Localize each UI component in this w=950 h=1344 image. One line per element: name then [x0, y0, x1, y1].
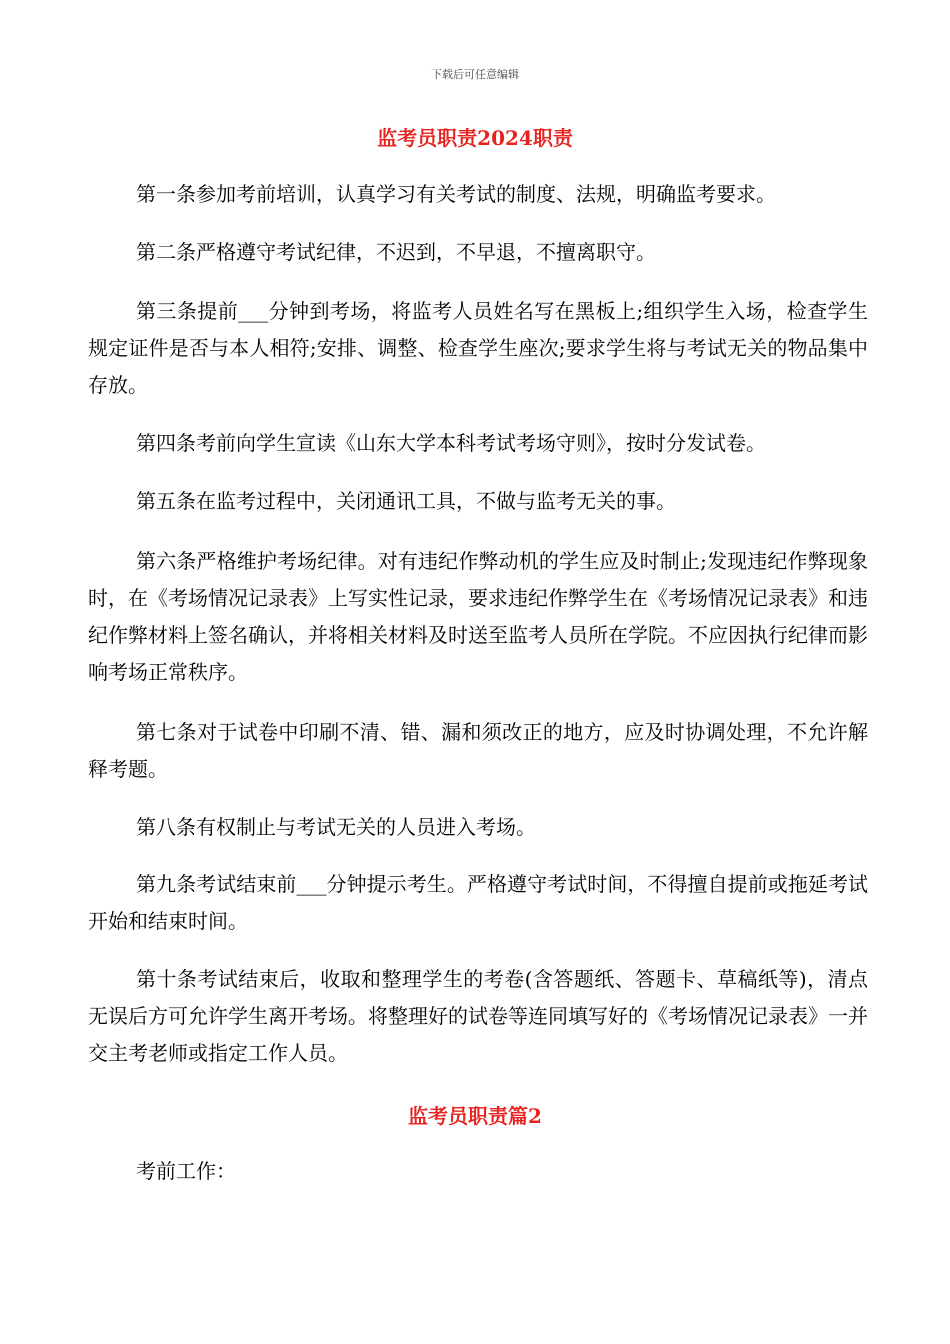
article-4: 第四条考前向学生宣读《山东大学本科考试考场守则》，按时分发试卷。 — [136, 431, 766, 455]
pre-exam-heading: 考前工作： — [136, 1159, 236, 1183]
article-1: 第一条参加考前培训，认真学习有关考试的制度、法规，明确监考要求。 — [136, 182, 776, 206]
article-2: 第二条严格遵守考试纪律，不迟到，不早退，不擅离职守。 — [136, 240, 656, 264]
article-9: 第九条考试结束前___分钟提示考生。严格遵守考试时间，不得擅自提前或拖延考试开始和结束时间。 — [88, 872, 868, 933]
article-7: 第七条对于试卷中印刷不清、错、漏和须改正的地方，应及时协调处理，不允许解释考题。 — [88, 720, 868, 781]
article-6: 第六条严格维护考场纪律。对有违纪作弊动机的学生应及时制止;发现违纪作弊现象时，在《考场情况记录表》上写实性记录，要求违纪作弊学生在《考场情况记录表》和违纪作弊材料上签名确认，并将相关材料及时送至监考人员所在学院。不应因执行纪律而影响考场正常秩序。 — [88, 549, 868, 684]
article-5: 第五条在监考过程中，关闭通讯工具，不做与监考无关的事。 — [136, 489, 676, 513]
header-note: 下载后可任意编辑 — [431, 68, 519, 81]
article-8: 第八条有权制止与考试无关的人员进入考场。 — [136, 815, 536, 839]
article-10: 第十条考试结束后，收取和整理学生的考卷(含答题纸、答题卡、草稿纸等)，清点无误后方可允许学生离开考场。将整理好的试卷等连同填写好的《考场情况记录表》一并交主考老师或指定工作人员。 — [88, 967, 868, 1065]
section-title-2: 监考员职责篇2 — [408, 1104, 542, 1128]
document-title: 监考员职责2024职责 — [377, 126, 573, 150]
article-3: 第三条提前___分钟到考场，将监考人员姓名写在黑板上;组织学生入场，检查学生规定证件是否与本人相符;安排、调整、检查学生座次;要求学生将与考试无关的物品集中存放。 — [88, 299, 868, 397]
